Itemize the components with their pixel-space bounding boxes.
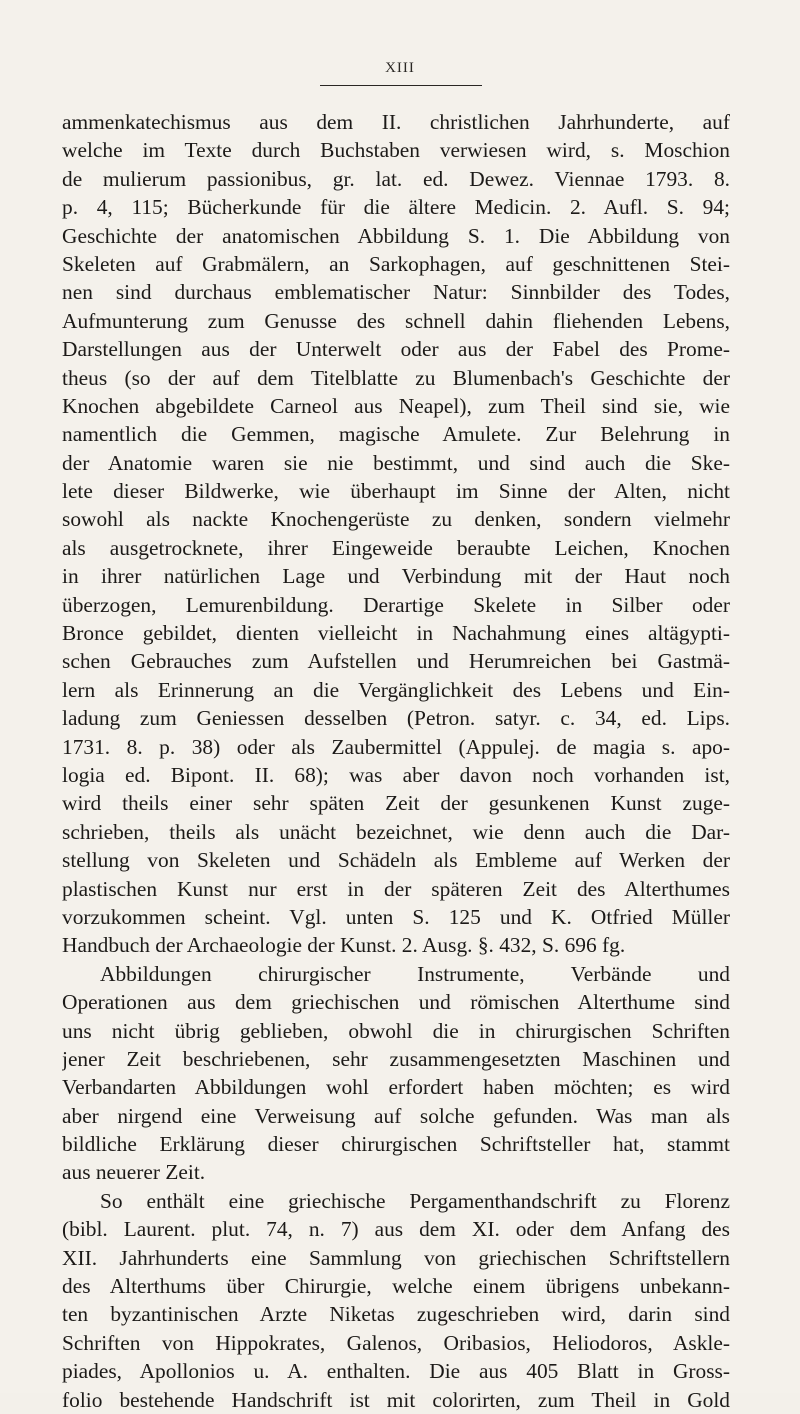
text-line: überzogen, Lemurenbildung. Derartige Skelete in Silber oder — [62, 592, 730, 617]
text-line: 1731. 8. p. 38) oder als Zaubermittel (Appulej. de magia s. apo- — [62, 734, 730, 759]
text-line: des Alterthums über Chirurgie, welche einem übrigens unbekann- — [62, 1274, 730, 1299]
text-line: welche im Texte durch Buchstaben verwiesen wird, s. Moschion — [62, 138, 730, 163]
text-line: folio bestehende Handschrift ist mit colorirten, zum Theil in Gold — [62, 1387, 730, 1412]
header-rule — [320, 85, 482, 86]
text-line: namentlich die Gemmen, magische Amulete. Zur Belehrung in — [62, 422, 730, 447]
text-line: (bibl. Laurent. plut. 74, n. 7) aus dem XI. oder dem Anfang des — [62, 1217, 730, 1242]
text-line: Darstellungen aus der Unterwelt oder aus der Fabel des Prome- — [62, 337, 730, 362]
text-line: vorzukommen scheint. Vgl. unten S. 125 und K. Otfried Müller — [62, 904, 730, 929]
text-line: schen Gebrauches zum Aufstellen und Herumreichen bei Gastmä- — [62, 649, 730, 674]
text-line: lern als Erinnerung an die Vergänglichkeit des Lebens und Ein- — [62, 677, 730, 702]
text-line: theus (so der auf dem Titelblatte zu Blumenbach's Geschichte der — [62, 365, 730, 390]
text-line: Knochen abgebildete Carneol aus Neapel), zum Theil sind sie, wie — [62, 393, 730, 418]
text-line: nen sind durchaus emblematischer Natur: Sinnbilder des Todes, — [62, 280, 730, 305]
text-line: ten byzantinischen Arzte Niketas zugeschrieben wird, darin sind — [62, 1302, 730, 1327]
text-line: Schriften von Hippokrates, Galenos, Oribasios, Heliodoros, Askle- — [62, 1330, 730, 1355]
text-line: piades, Apollonios u. A. enthalten. Die aus 405 Blatt in Gross- — [62, 1359, 730, 1384]
text-line: stellung von Skeleten und Schädeln als Embleme auf Werken der — [62, 848, 730, 873]
text-line: Skeleten auf Grabmälern, an Sarkophagen, auf geschnittenen Stei- — [62, 251, 730, 276]
text-line: p. 4, 115; Bücherkunde für die ältere Medicin. 2. Aufl. S. 94; — [62, 195, 730, 220]
text-line: Bronce gebildet, dienten vielleicht in Nachahmung eines altägypti- — [62, 621, 730, 646]
body-text — [62, 108, 730, 1414]
text-line: ladung zum Geniessen desselben (Petron. satyr. c. 34, ed. Lips. — [62, 706, 730, 731]
text-line: jener Zeit beschriebenen, sehr zusammengesetzten Maschinen und — [62, 1046, 730, 1071]
text-line: lete dieser Bildwerke, wie überhaupt im Sinne der Alten, nicht — [62, 479, 730, 504]
text-line: Operationen aus dem griechischen und römischen Alterthume sind — [62, 990, 730, 1015]
text-line: bildliche Erklärung dieser chirurgischen Schriftsteller hat, stammt — [62, 1132, 730, 1157]
text-line: als ausgetrocknete, ihrer Eingeweide beraubte Leichen, Knochen — [62, 535, 730, 560]
text-line: schrieben, theils als unächt bezeichnet, wie denn auch die Dar- — [62, 819, 730, 844]
text-line: aber nirgend eine Verweisung auf solche gefunden. Was man als — [62, 1103, 730, 1128]
text-line: So enthält eine griechische Pergamenthandschrift zu Florenz — [100, 1188, 730, 1213]
page-number: XIII — [385, 60, 415, 76]
text-line: wird theils einer sehr späten Zeit der gesunkenen Kunst zuge- — [62, 791, 730, 816]
text-line: uns nicht übrig geblieben, obwohl die in chirurgischen Schriften — [62, 1018, 730, 1043]
text-line: Aufmunterung zum Genusse des schnell dahin fliehenden Lebens, — [62, 308, 730, 333]
text-line: de mulierum passionibus, gr. lat. ed. Dewez. Viennae 1793. 8. — [62, 166, 730, 191]
text-line: logia ed. Bipont. II. 68); was aber davon noch vorhanden ist, — [62, 762, 730, 787]
text-line: Geschichte der anatomischen Abbildung S. 1. Die Abbildung von — [62, 223, 730, 248]
text-line: ammenkatechismus aus dem II. christlichen Jahrhunderte, auf — [62, 110, 730, 134]
text-line: aus neuerer Zeit. — [62, 1160, 206, 1185]
text-line: der Anatomie waren sie nie bestimmt, und sind auch die Ske- — [62, 450, 730, 475]
text-line: Handbuch der Archaeologie der Kunst. 2. Ausg. §. 432, S. 696 fg. — [62, 933, 626, 958]
text-line: XII. Jahrhunderts eine Sammlung von griechischen Schriftstellern — [62, 1245, 730, 1270]
text-line: Abbildungen chirurgischer Instrumente, Verbände und — [100, 961, 730, 986]
text-line: in ihrer natürlichen Lage und Verbindung mit der Haut noch — [62, 564, 730, 589]
text-line: sowohl als nackte Knochengerüste zu denken, sondern vielmehr — [62, 507, 730, 532]
text-line: plastischen Kunst nur erst in der späteren Zeit des Alterthumes — [62, 876, 730, 901]
text-line: Verbandarten Abbildungen wohl erfordert haben möchten; es wird — [62, 1075, 730, 1100]
